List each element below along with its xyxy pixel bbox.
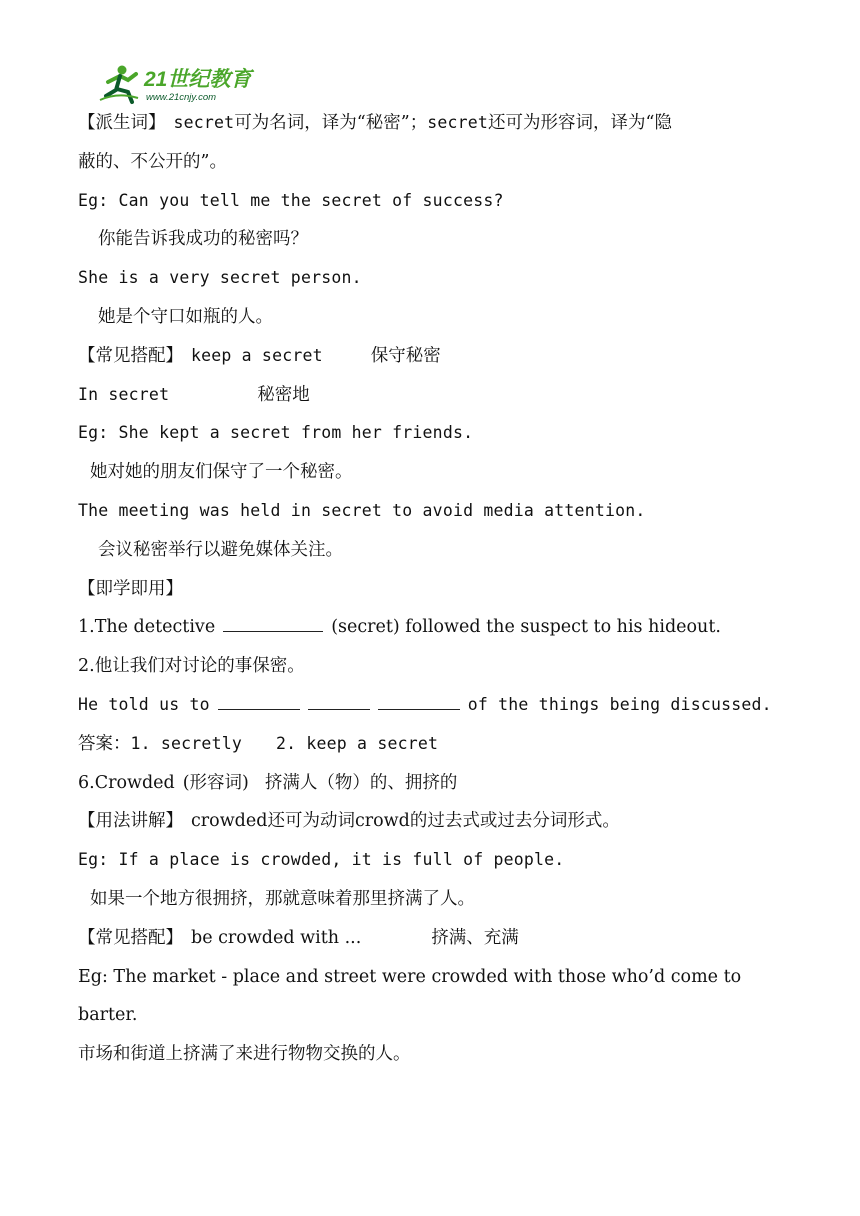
logo-main-text: 21世纪教育 bbox=[144, 68, 252, 91]
section-heading: 【即学即用】 bbox=[78, 578, 183, 599]
document-body bbox=[78, 104, 798, 1074]
answer-blank[interactable] bbox=[223, 630, 323, 632]
collocation-line: 【常见搭配】 be crowded with ... 挤满、充满 bbox=[78, 927, 519, 948]
translation-line: 市场和街道上挤满了来进行物物交换的人。 bbox=[78, 1044, 411, 1065]
text-line: 蔽的、不公开的”。 bbox=[78, 151, 227, 172]
translation-line: 她对她的朋友们保守了一个秘密。 bbox=[90, 462, 353, 483]
logo-sub-text: www.21cnjy.com bbox=[146, 92, 217, 103]
answer-blank[interactable] bbox=[378, 708, 460, 710]
text-line: 【派生词】 secret可为名词，译为“秘密”；secret还可为形容词，译为“隐 bbox=[78, 113, 672, 133]
site-logo bbox=[98, 62, 268, 106]
example-sentence: Eg: Can you tell me the secret of success? bbox=[78, 190, 504, 210]
example-sentence: Eg: The market - place and street were crowded with those who’d come to bbox=[78, 966, 742, 987]
exercise-item: 1.The detective (secret) followed the suspect to his hideout. bbox=[78, 617, 721, 638]
answer-line: 答案：1. secretly 2. keep a secret bbox=[78, 733, 439, 754]
exercise-item: He told us to of the things being discussed. bbox=[78, 694, 772, 714]
answer-blank[interactable] bbox=[308, 708, 370, 710]
example-sentence: Eg: She kept a secret from her friends. bbox=[78, 423, 474, 443]
answer-blank[interactable] bbox=[218, 708, 300, 710]
example-sentence: The meeting was held in secret to avoid media attention. bbox=[78, 500, 646, 520]
translation-line: 如果一个地方很拥挤，那就意味着那里挤满了人。 bbox=[90, 888, 475, 909]
exercise-item: 2.他让我们对讨论的事保密。 bbox=[78, 656, 305, 677]
runner-icon bbox=[100, 66, 138, 103]
collocation-line: 【常见搭配】 keep a secret 保守秘密 bbox=[78, 345, 441, 366]
translation-line: 会议秘密举行以避免媒体关注。 bbox=[98, 539, 343, 560]
example-sentence: Eg: If a place is crowded, it is full of people. bbox=[78, 850, 565, 870]
translation-line: 你能告诉我成功的秘密吗？ bbox=[98, 229, 308, 250]
collocation-line: In secret 秘密地 bbox=[78, 384, 310, 405]
word-heading: 6.Crowded (形容词) 挤满人（物）的、拥挤的 bbox=[78, 772, 458, 793]
example-sentence: She is a very secret person. bbox=[78, 268, 362, 288]
translation-line: 她是个守口如瓶的人。 bbox=[98, 306, 273, 327]
usage-line: 【用法讲解】 crowded还可为动词crowd的过去式或过去分词形式。 bbox=[78, 811, 620, 832]
example-sentence: barter. bbox=[78, 1005, 138, 1026]
